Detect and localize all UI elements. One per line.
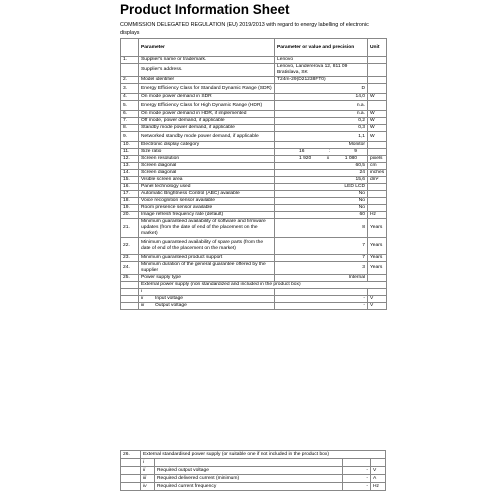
row-parameter: Screen resolution: [139, 156, 275, 163]
roman-numeral: ii: [141, 296, 144, 301]
header-unit: Unit: [368, 39, 387, 57]
row-parameter: Electronic display category: [139, 142, 275, 149]
row-number: 20.: [121, 212, 139, 219]
row-value: Lenovo, Landererova 12, 811 09 Bratislava, SK: [275, 64, 368, 77]
row-parameter: On mode power demand in HDR, if implemented: [139, 111, 275, 118]
row-value: [275, 289, 368, 296]
row-number: 17.: [121, 191, 139, 198]
row-unit: A: [371, 475, 386, 483]
row-value: [275, 149, 368, 156]
row-value: [275, 156, 368, 163]
supply-parameter: Output voltage: [155, 303, 187, 308]
table-row: [121, 262, 387, 275]
row-value: LED LCD: [275, 184, 368, 191]
row-parameter: Energy Efficiency Class for Standard Dynamic Range (SDR): [139, 84, 275, 94]
row-value: 60: [275, 212, 368, 219]
row-number: 6.: [121, 111, 139, 118]
table-row: [121, 205, 387, 212]
row-number: 4.: [121, 94, 139, 101]
row-unit: [368, 149, 387, 156]
row-unit: [368, 205, 387, 212]
row-parameter: Required output voltage: [155, 467, 343, 475]
row-value: 1,1: [275, 132, 368, 142]
row-value: D: [275, 84, 368, 94]
row-number: 16.: [121, 184, 139, 191]
row-parameter: Screen diagonal: [139, 163, 275, 170]
row-value: -: [343, 467, 371, 475]
row-parameter: Power supply type: [139, 275, 275, 282]
row-parameter: Off mode, power demand, if applicable: [139, 118, 275, 125]
row-unit: V: [368, 296, 387, 303]
row-value: -: [275, 303, 368, 310]
row-unit: Years: [368, 255, 387, 262]
row-number: 8.: [121, 125, 139, 132]
roman-numeral: ii: [141, 467, 155, 475]
row-unit: [371, 459, 386, 467]
row-unit: W: [368, 111, 387, 118]
row-parameter: [139, 296, 275, 303]
row-unit: [368, 84, 387, 94]
header-parameter: Parameter: [139, 39, 275, 57]
row-value: 60,5: [275, 163, 368, 170]
row-unit: [368, 57, 387, 64]
row-unit: Years: [368, 219, 387, 238]
row-number: 3.: [121, 84, 139, 94]
row-unit: dm²: [368, 177, 387, 184]
product-info-table: [120, 38, 387, 310]
row-value: No: [275, 205, 368, 212]
row-number: 1.: [121, 57, 139, 64]
row-unit: Years: [368, 262, 387, 275]
size-ratio-sep: :: [328, 149, 331, 154]
row-unit: [368, 184, 387, 191]
table-row: [121, 198, 387, 205]
row-value: -: [275, 296, 368, 303]
table-row: [121, 177, 387, 184]
table-row: [121, 184, 387, 191]
row-number: 21.: [121, 219, 139, 238]
row-parameter: Networked standby mode power demand, if applicable: [139, 132, 275, 142]
row-parameter: Visible screen area: [139, 177, 275, 184]
table-row: [121, 238, 387, 255]
row-unit: [368, 198, 387, 205]
row-parameter: Minimum guaranteed availability of software and firmware updates (from the date of end of the placement on the market): [139, 219, 275, 238]
row-unit: [368, 275, 387, 282]
row-parameter: Voice recognition sensor available: [139, 198, 275, 205]
roman-numeral: i: [141, 289, 143, 294]
row-number: [121, 296, 139, 303]
row-unit: Years: [368, 238, 387, 255]
row-unit: [368, 289, 387, 296]
row-number: 25.: [121, 275, 139, 282]
header-value: Parameter or value and precision: [275, 39, 368, 57]
table-row: [121, 149, 387, 156]
row-parameter: Supplier's name or trademark.: [139, 57, 275, 64]
row-unit: cm: [368, 163, 387, 170]
row-parameter: Required current frequency: [155, 483, 343, 491]
table-row: [121, 296, 387, 303]
row-parameter: Room presence sensor available: [139, 205, 275, 212]
row-number: 10.: [121, 142, 139, 149]
row-number: [121, 467, 141, 475]
row-unit: Hz: [368, 212, 387, 219]
row-value: Lenovo: [275, 57, 368, 64]
row-parameter: Image refresh frequency rate (default): [139, 212, 275, 219]
row-number: [121, 303, 139, 310]
row-parameter: Standby mode power demand, if applicable: [139, 125, 275, 132]
external-power-supply-table: [120, 450, 386, 491]
table-row: [121, 163, 387, 170]
row-number: 9.: [121, 132, 139, 142]
row-unit: W: [368, 132, 387, 142]
resolution-sep: x: [326, 156, 330, 161]
row-unit: W: [368, 118, 387, 125]
row-value: 24: [275, 170, 368, 177]
row-number: 24.: [121, 262, 139, 275]
row-value: 8: [275, 219, 368, 238]
size-ratio-b: 9: [354, 149, 357, 154]
row-unit: W: [368, 94, 387, 101]
row-parameter: Minimum duration of the general guarantee offered by the supplier: [139, 262, 275, 275]
row-unit: pixels: [368, 156, 387, 163]
row-number: 5.: [121, 101, 139, 111]
row-unit: Hz: [371, 483, 386, 491]
row-number: 26.: [121, 451, 141, 459]
row-number: [121, 289, 139, 296]
row-value: 14,0: [275, 94, 368, 101]
table-row: [121, 132, 387, 142]
row-value: -: [343, 475, 371, 483]
row-unit: W: [368, 125, 387, 132]
table-row: [121, 255, 387, 262]
row-unit: V: [368, 303, 387, 310]
row-parameter: Minimum guaranteed product support: [139, 255, 275, 262]
table-row: [121, 111, 387, 118]
resolution-a: 1 920: [299, 156, 312, 161]
table-row: [121, 142, 387, 149]
table-row: [121, 125, 387, 132]
row-parameter: On mode power demand in SDR: [139, 94, 275, 101]
row-number: 7.: [121, 118, 139, 125]
row-parameter: Model identifier: [139, 77, 275, 84]
table-row: [121, 94, 387, 101]
table-row: [121, 57, 387, 64]
row-number: 13.: [121, 163, 139, 170]
table-row: [121, 275, 387, 282]
row-value: n.a.: [275, 111, 368, 118]
row-number: 19.: [121, 205, 139, 212]
table-row: [121, 451, 386, 459]
row-number: [121, 483, 141, 491]
row-number: [121, 475, 141, 483]
size-ratio-a: 16: [299, 149, 305, 154]
row-number: 14.: [121, 170, 139, 177]
table-row: [121, 289, 387, 296]
row-number: 23.: [121, 255, 139, 262]
row-unit: [368, 101, 387, 111]
row-unit: [368, 142, 387, 149]
row-value: 15,6: [275, 177, 368, 184]
roman-numeral: i: [141, 459, 155, 467]
row-parameter: [139, 303, 275, 310]
row-number: 11.: [121, 149, 139, 156]
row-value: Internal: [275, 275, 368, 282]
row-number: [121, 459, 141, 467]
table-row: [121, 475, 386, 483]
row-value: n.a.: [275, 101, 368, 111]
row-parameter: [155, 459, 343, 467]
row-parameter: Energy Efficiency Class for High Dynamic Range (HDR): [139, 101, 275, 111]
row-unit: inches: [368, 170, 387, 177]
row-number: 2.: [121, 77, 139, 84]
resolution-b: 1 080: [344, 156, 357, 161]
row-value: No: [275, 198, 368, 205]
regulation-subtitle: COMMISSION DELEGATED REGULATION (EU) 2019/2013 with regard to energy labelling of electronic displays: [120, 22, 369, 36]
row-parameter: Minimum guaranteed availability of spare parts (from the date of end of the placement on the market): [139, 238, 275, 255]
row-value: T24m-29(D21238FT0): [275, 77, 368, 84]
row-value: 7: [275, 238, 368, 255]
row-parameter: Supplier's address.: [139, 64, 275, 77]
row-number: 12.: [121, 156, 139, 163]
table-row: [121, 101, 387, 111]
row-value: 3: [275, 262, 368, 275]
table-row: [121, 282, 387, 289]
row-value: 0,3: [275, 125, 368, 132]
row-parameter: Automatic Brightness Control (ABC) available: [139, 191, 275, 198]
roman-numeral: iv: [141, 483, 155, 491]
row-value: Monitor: [275, 142, 368, 149]
row-parameter: Screen diagonal: [139, 170, 275, 177]
row-value: -: [343, 483, 371, 491]
row-value: [343, 459, 371, 467]
supply-parameter: Input voltage: [155, 296, 184, 301]
blank-space: [120, 393, 382, 448]
row-number: [121, 64, 139, 77]
table-header-row: [121, 39, 387, 57]
row-value: 7: [275, 255, 368, 262]
row-unit: [368, 191, 387, 198]
row-number: 22.: [121, 238, 139, 255]
table-row: [121, 64, 387, 77]
table-row: [121, 118, 387, 125]
row-number: [121, 282, 139, 289]
table-row: [121, 156, 387, 163]
row-parameter: [139, 289, 275, 296]
table-row: [121, 303, 387, 310]
supply-label: External power supply (non standardized and included in the product box): [139, 282, 387, 289]
table-row: [121, 84, 387, 94]
table-row: [121, 212, 387, 219]
roman-numeral: iii: [141, 303, 145, 308]
roman-numeral: iii: [141, 475, 155, 483]
table-row: [121, 459, 386, 467]
row-value: No: [275, 191, 368, 198]
table-row: [121, 483, 386, 491]
supply-label: External standardised power supply (or suitable one if not included in the product box): [141, 451, 386, 459]
row-unit: [368, 77, 387, 84]
row-unit: V: [371, 467, 386, 475]
row-unit: [368, 64, 387, 77]
page-title: Product Information Sheet: [120, 2, 290, 17]
table-row: [121, 77, 387, 84]
table-row: [121, 191, 387, 198]
row-value: 0,2: [275, 118, 368, 125]
row-parameter: Required delivered current (minimum): [155, 475, 343, 483]
row-number: 15.: [121, 177, 139, 184]
table-row: [121, 219, 387, 238]
header-number-cell: [121, 39, 139, 57]
row-parameter: Panel technology used: [139, 184, 275, 191]
table-row: [121, 170, 387, 177]
row-number: 18.: [121, 198, 139, 205]
row-parameter: Size ratio: [139, 149, 275, 156]
table-row: [121, 467, 386, 475]
